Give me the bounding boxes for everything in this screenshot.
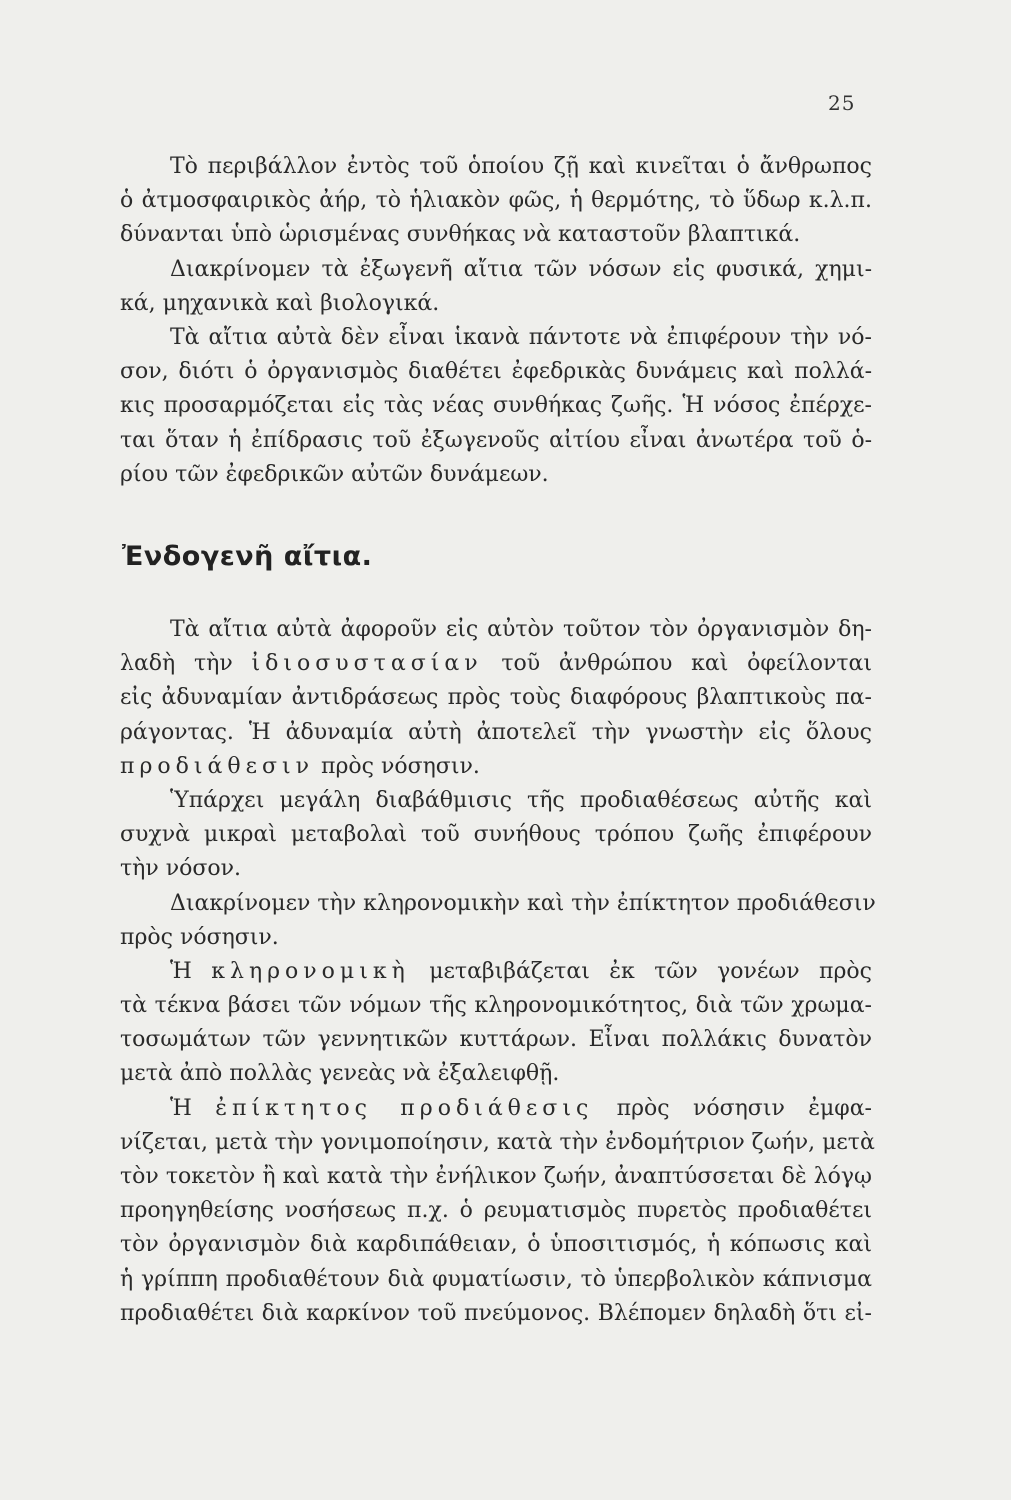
spaced-term: κληρονομικὴ: [211, 958, 410, 984]
paragraph-exogenous-causes: [120, 150, 872, 492]
text-line: ἡ γρίππη προδιαθέτουν διὰ φυματίωσιν, τὸ ὑπερβολικὸν κάπνισμα: [120, 1266, 872, 1292]
text-line: τὸν ὀργανισμὸν διὰ καρδιπάθειαν, ὁ ὑποσιτισμός, ἡ κόπωσις καὶ: [120, 1232, 872, 1258]
spaced-term: προδιάθεσιν: [120, 753, 315, 779]
section-heading: Ἐνδογενῆ αἴτια.: [122, 541, 373, 572]
text-line: Διακρίνομεν τὰ ἐξωγενῆ αἴτια τῶν νόσων εἰς φυσικά, χημι-: [170, 256, 872, 282]
text-line: εἰς ἀδυναμίαν ἀντιδράσεως πρὸς τοὺς διαφόρους βλαπτικοὺς πα-: [120, 685, 872, 711]
text-line: προδιαθέτει διὰ καρκίνον τοῦ πνεύμονος. Βλέπομεν δηλαδὴ ὅτι εἰ-: [120, 1300, 872, 1326]
text-line: προηγηθείσης νοσήσεως π.χ. ὁ ρευματισμὸς πυρετὸς προδιαθέτει: [120, 1198, 872, 1224]
text-line: νίζεται, μετὰ τὴν γονιμοποίησιν, κατὰ τὴν ἐνδομήτριον ζωήν, μετὰ: [120, 1129, 875, 1155]
text-line: Τὸ περιβάλλον ἐντὸς τοῦ ὁποίου ζῇ καὶ κινεῖται ὁ ἄνθρωπος: [170, 154, 872, 179]
text-line: τοσωμάτων τῶν γεννητικῶν κυττάρων. Εἶναι πολλάκις δυνατὸν: [120, 1027, 872, 1053]
text-line: Τὰ αἴτια αὐτὰ ἀφοροῦν εἰς αὐτὸν τοῦτον τὸν ὀργανισμὸν δη-: [170, 617, 872, 642]
text-line: σον, διότι ὁ ὀργανισμὸς διαθέτει ἐφεδρικὰς δυνάμεις καὶ πολλά-: [120, 359, 872, 385]
spaced-term: ἰδιοσυστασίαν: [251, 651, 483, 677]
text-line: λαδὴ τὴν ἰδιοσυστασίαν τοῦ ἀνθρώπου καὶ ὀφείλονται: [120, 651, 873, 677]
text-line: μετὰ ἀπὸ πολλὰς γενεὰς νὰ ἐξαλειφθῇ.: [120, 1061, 560, 1087]
text-line: κά, μηχανικὰ καὶ βιολογικά.: [120, 290, 440, 316]
text-line: συχνὰ μικραὶ μεταβολαὶ τοῦ συνήθους τρόπου ζωῆς ἐπιφέρουν: [120, 822, 872, 848]
text-line: ρίου τῶν ἐφεδρικῶν αὐτῶν δυνάμεων.: [120, 461, 549, 487]
text-line: ὁ ἀτμοσφαιρικὸς ἀήρ, τὸ ἡλιακὸν φῶς, ἡ θερμότης, τὸ ὕδωρ κ.λ.π.: [120, 188, 872, 214]
spaced-term: ἐπίκτητος προδιάθεσις: [215, 1095, 594, 1121]
text-line: πρὸς νόσησιν.: [120, 924, 279, 950]
text-line: τὰ τέκνα βάσει τῶν νόμων τῆς κληρονομικότητος, διὰ τῶν χρωμα-: [120, 993, 872, 1019]
text-line: κις προσαρμόζεται εἰς τὰς νέας συνθήκας ζωῆς. Ἡ νόσος ἐπέρχε-: [120, 393, 872, 419]
text-line: Ὑπάρχει μεγάλη διαβάθμισις τῆς προδιαθέσεως αὐτῆς καὶ: [170, 787, 872, 813]
text-line: Τὰ αἴτια αὐτὰ δὲν εἶναι ἱκανὰ πάντοτε νὰ ἐπιφέρουν τὴν νό-: [170, 324, 872, 350]
text-line: Ἡ ἐπίκτητος προδιάθεσις πρὸς νόσησιν ἐμφα-: [170, 1095, 872, 1121]
text-line: τὸν τοκετὸν ἢ καὶ κατὰ τὴν ἐνήλικον ζωήν, ἀναπτύσσεται δὲ λόγῳ: [120, 1164, 872, 1189]
text-line: Διακρίνομεν τὴν κληρονομικὴν καὶ τὴν ἐπίκτητον προδιάθεσιν: [170, 890, 876, 916]
text-line: ράγοντας. Ἡ ἀδυναμία αὐτὴ ἀποτελεῖ τὴν γνωστὴν εἰς ὅλους: [120, 719, 872, 745]
text-line: δύνανται ὑπὸ ὡρισμένας συνθήκας νὰ καταστοῦν βλαπτικά.: [120, 222, 801, 248]
text-line: τὴν νόσον.: [120, 856, 241, 882]
text-line: προδιάθεσιν πρὸς νόσησιν.: [120, 753, 480, 779]
text-line: Ἡ κληρονομικὴ μεταβιβάζεται ἐκ τῶν γονέων πρὸς: [170, 958, 872, 984]
paragraph-endogenous-causes: [120, 613, 876, 1331]
text-line: ται ὅταν ἡ ἐπίδρασις τοῦ ἐξωγενοῦς αἰτίου εἶναι ἀνωτέρα τοῦ ὁ-: [120, 427, 872, 453]
page-number: 25: [828, 91, 856, 115]
